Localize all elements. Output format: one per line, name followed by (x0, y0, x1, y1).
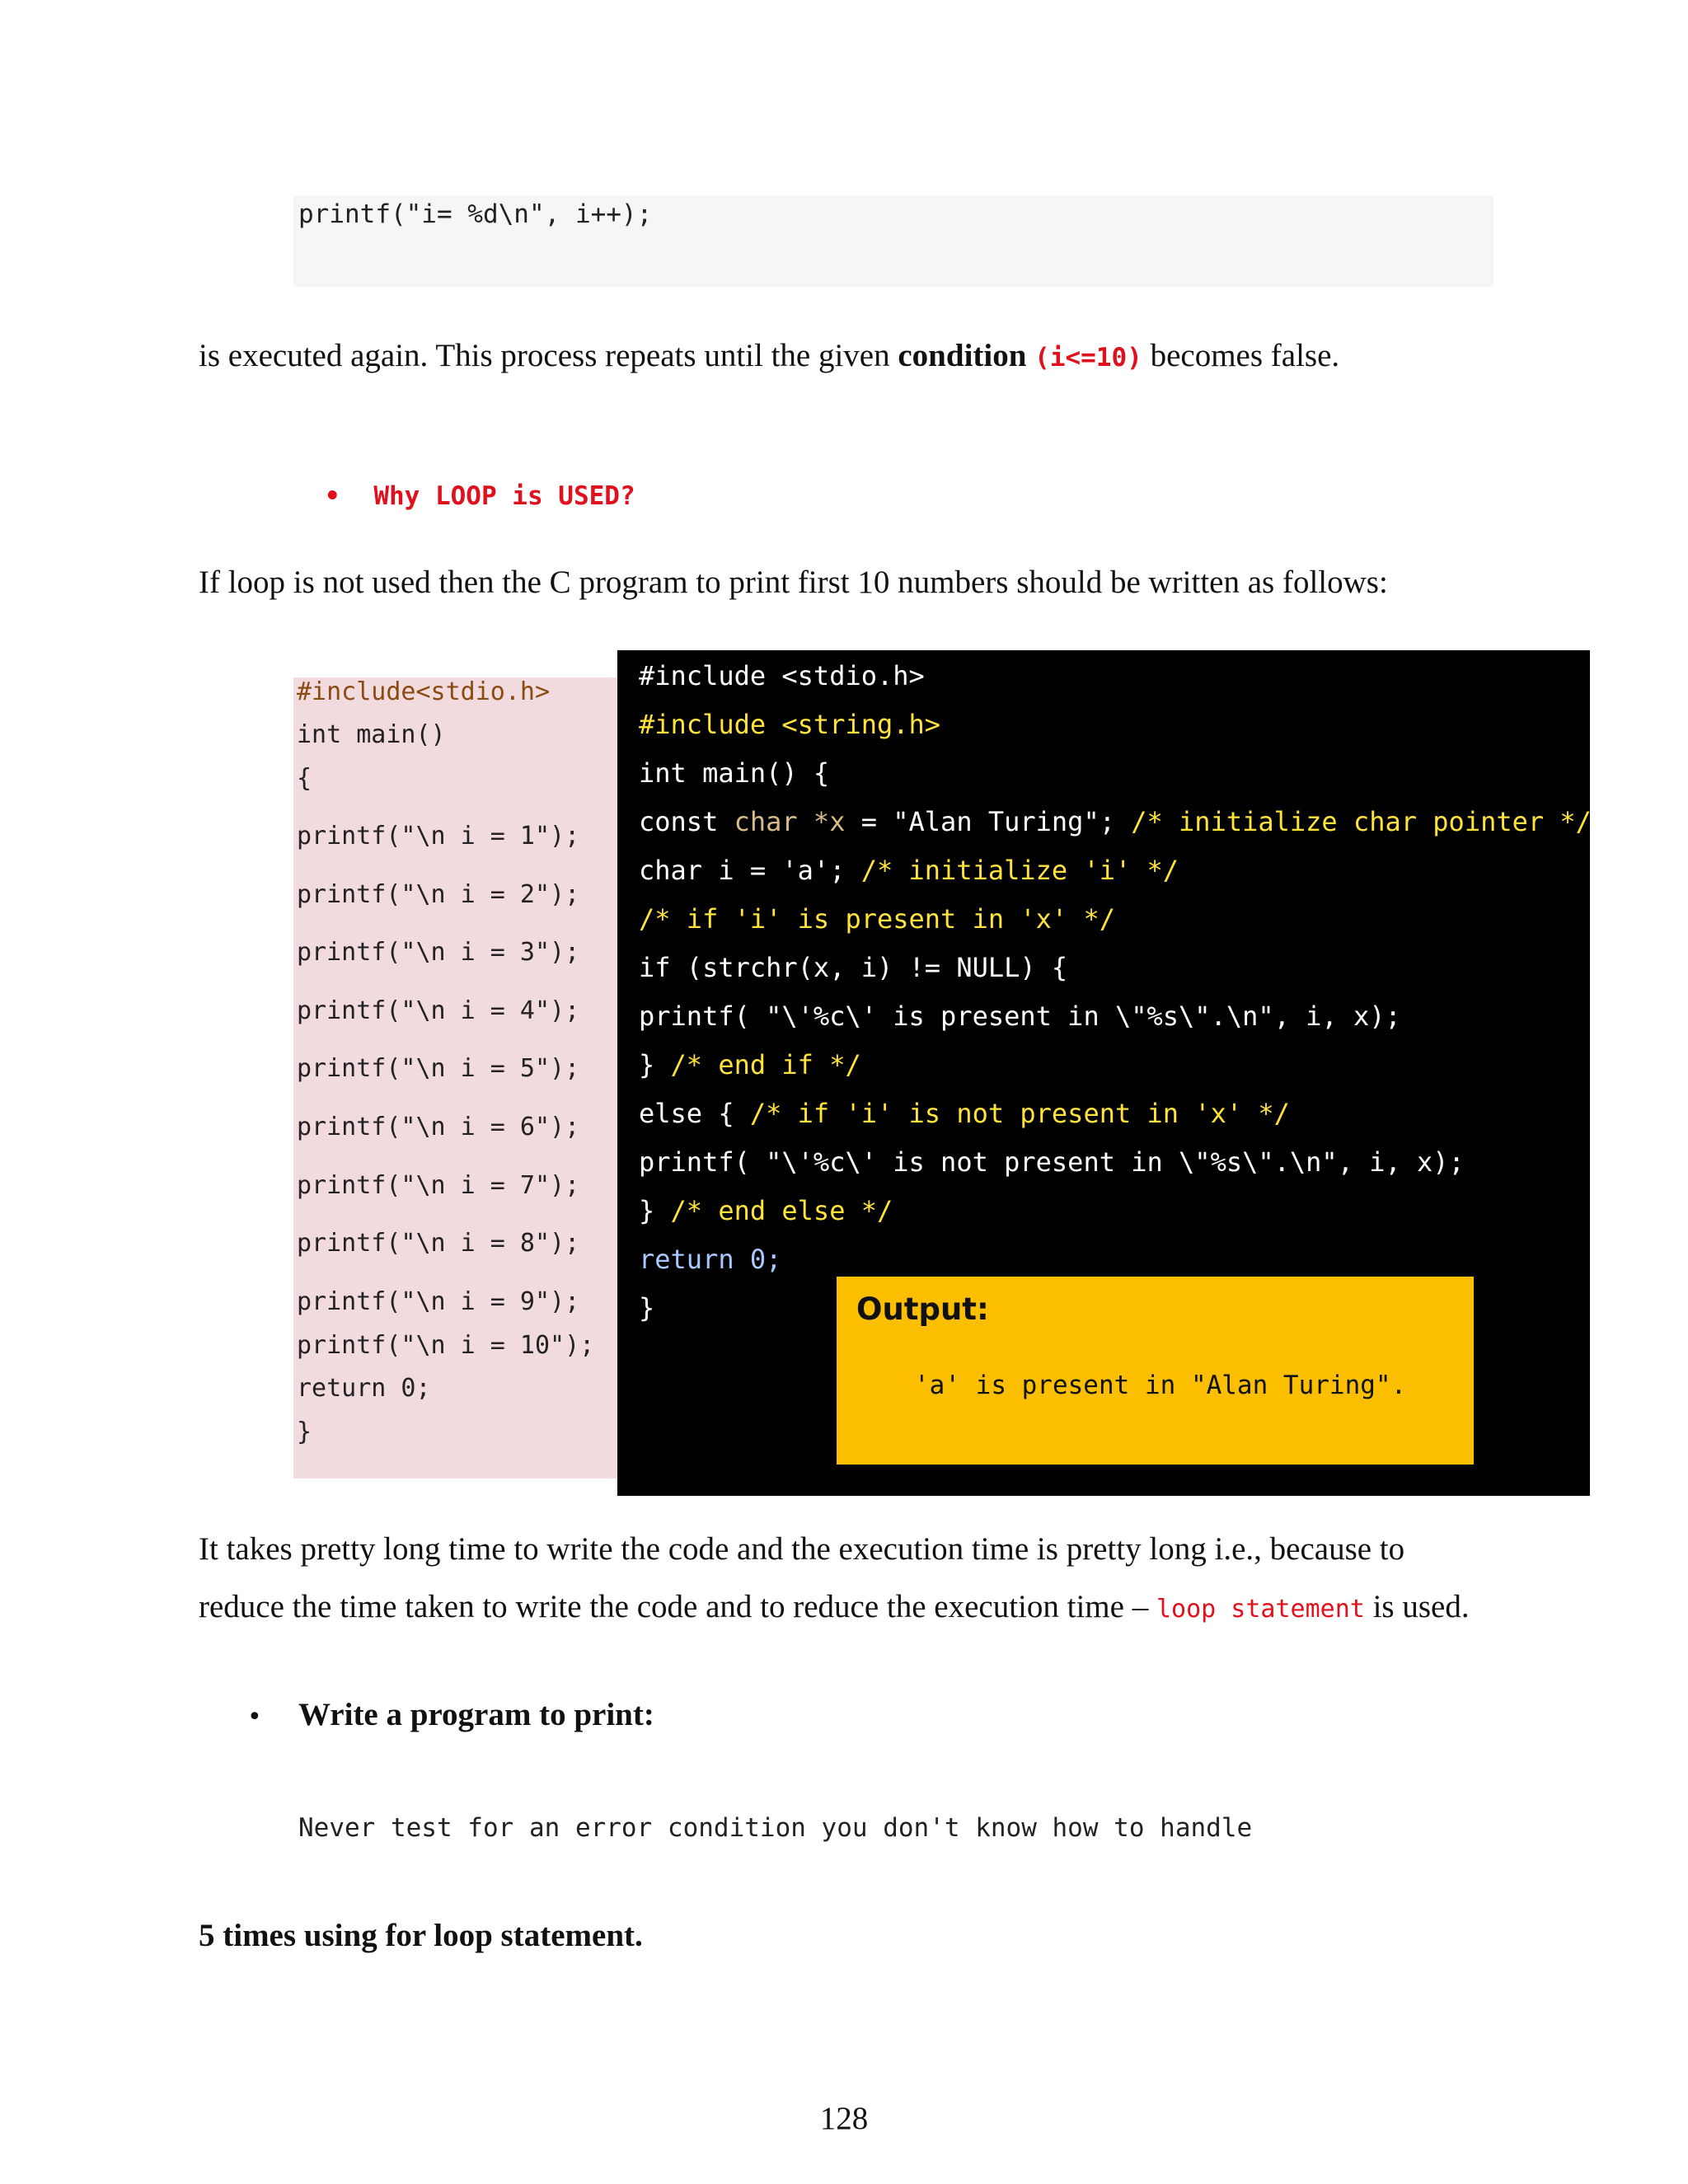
code-line: printf("\n i = 5"); (297, 1054, 580, 1083)
para1-bold: condition (898, 338, 1027, 373)
code-line: } /* end if */ (639, 1049, 861, 1080)
para1-text-end: becomes false. (1142, 338, 1340, 373)
code-line: } (297, 1418, 312, 1446)
code-line: int main() (297, 720, 446, 749)
code-line: printf("\n i = 1"); (297, 822, 580, 851)
code-line: printf("\n i = 3"); (297, 938, 580, 967)
para3-code: loop statement (1156, 1595, 1365, 1624)
para1-code: (i<=10) (1034, 343, 1142, 373)
code-line: } (639, 1292, 655, 1324)
five-times-line: 5 times using for loop statement. (199, 1918, 643, 1953)
code-line: printf("\n i = 10"); (297, 1331, 595, 1360)
code-line: char i = 'a'; /* initialize 'i' */ (639, 855, 1179, 886)
code-line: /* if 'i' is present in 'x' */ (639, 903, 1115, 935)
code-line: printf("\n i = 6"); (297, 1113, 580, 1141)
write-program-text: Write a program to print: (298, 1697, 654, 1732)
page-number: 128 (819, 2101, 869, 2136)
paragraph-if-loop-not-used: If loop is not used then the C program to print first 10 numbers should be written as follows: (199, 565, 1388, 600)
code-line: const char *x = "Alan Turing"; /* initialize char pointer */ (639, 806, 1592, 837)
para1-text: is executed again. This process repeats until the given (199, 338, 898, 373)
paragraph-long-time-line2 (199, 1578, 1470, 1638)
output-title: Output: (856, 1291, 989, 1327)
bullet-icon: • (324, 481, 341, 511)
code-line: } /* end else */ (639, 1195, 893, 1226)
top-code-line: printf("i= %d\n", i++); (298, 199, 653, 229)
code-line: { (297, 764, 312, 793)
never-test-line: Never test for an error condition you don't know how to handle (298, 1813, 1253, 1843)
code-line: return 0; (297, 1374, 431, 1403)
write-program-heading (247, 1696, 654, 1733)
code-line: printf("\n i = 4"); (297, 996, 580, 1025)
code-line: printf( "\'%c\' is present in \"%s\".\n", i, x); (639, 1001, 1401, 1032)
output-text: 'a' is present in "Alan Turing". (914, 1371, 1407, 1400)
top-code-block (293, 196, 1493, 287)
code-line: #include <stdio.h> (639, 660, 925, 691)
code-line: return 0; (639, 1244, 782, 1275)
code-line: #include<stdio.h> (297, 677, 551, 706)
bullet-icon: • (247, 1703, 262, 1732)
code-line: printf( "\'%c\' is not present in \"%s\".\n", i, x); (639, 1146, 1465, 1178)
output-box (837, 1277, 1474, 1465)
code-line: else { /* if 'i' is not present in 'x' */ (639, 1098, 1290, 1129)
why-loop-heading (293, 452, 635, 511)
code-line: int main() { (639, 757, 830, 789)
code-line: printf("\n i = 8"); (297, 1229, 580, 1258)
code-line: if (strchr(x, i) != NULL) { (639, 952, 1068, 983)
code-line: printf("\n i = 2"); (297, 880, 580, 909)
paragraph-condition (199, 327, 1339, 387)
para3-text: reduce the time taken to write the code and to reduce the execution time – (199, 1589, 1156, 1624)
para3-text-end: is used. (1364, 1589, 1470, 1624)
code-line: printf("\n i = 7"); (297, 1171, 580, 1200)
why-loop-text: Why LOOP is USED? (373, 481, 635, 511)
pink-code-block (293, 677, 618, 1479)
code-line: #include <string.h> (639, 709, 941, 740)
paragraph-long-time-line1: It takes pretty long time to write the code and the execution time is pretty long i.e., because to (199, 1531, 1405, 1567)
code-line: printf("\n i = 9"); (297, 1287, 580, 1316)
